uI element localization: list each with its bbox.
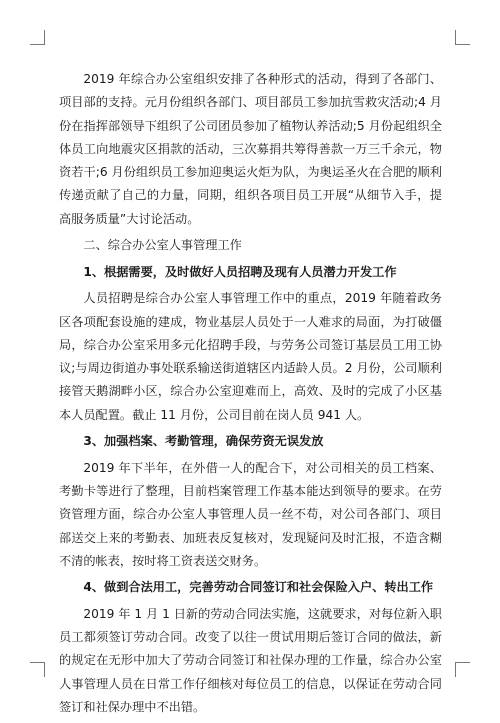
paragraph-recruitment: 人员招聘是综合办公室人事管理工作中的重点，2019 年随着政务区各项配套设施的建成，物业基层人员处于一人难求的局面，为打破僵局，综合办公室采用多元化招聘手段，与劳务公司签订基层员工用工协议;与周边街道办事处联系输送街道辖区内适龄人员。2 月份，公司顺利接管天鹅湖畔小区，综合办公室迎难而上，高效、及时的完成了小区基本人员配置。截止 11 月份，公司目前在岗人员 941 人。	[59, 291, 442, 422]
crop-mark-bottom-right	[455, 662, 470, 677]
section-heading-personnel: 二、综合办公室人事管理工作	[83, 238, 242, 253]
paragraph-labor-contracts: 2019 年 1 月 1 日新的劳动合同法实施，这就要求，对每位新入职员工都须签订劳动合同。改变了以往一贯试用期后签订合同的做法，新的规定在无形中加大了劳动合同签订和社保办理的工作量，综合办公室人事管理人员在日常工作仔细核对每位员工的信息，以保证在劳动合同签订和社保办理中不出错。	[59, 606, 442, 715]
paragraph-archives-attendance: 2019 年下半年，在外借一人的配合下，对公司相关的员工档案、考勤卡等进行了整理，目前档案管理工作基本能达到领导的要求。在劳资管理方面，综合办公室人事管理人员一丝不苟，对公司各部门、项目部送交上来的考勤表、加班表反复核对，发现疑问及时汇报，不造含糊不清的帐表，按时将工资表送交财务。	[59, 460, 442, 568]
crop-mark-top-right	[455, 30, 470, 45]
subheading-archives-attendance: 3、加强档案、考勤管理，确保劳资无误发放	[83, 434, 324, 449]
crop-mark-bottom-left	[30, 662, 45, 677]
subheading-recruitment: 1、根据需要，及时做好人员招聘及现有人员潜力开发工作	[83, 264, 397, 279]
document-body	[59, 68, 442, 723]
crop-mark-top-left	[30, 30, 45, 45]
subheading-labor-contracts: 4、做到合法用工，完善劳动合同签订和社会保险入户、转出工作	[83, 580, 434, 595]
paragraph-activities: 2019 年综合办公室组织安排了各种形式的活动，得到了各部门、项目部的支持。元月份组织各部门、项目部员工参加抗雪救灾活动;4 月份在指挥部领导下组织了公司团员参加了植物认养活动;5 月份起组织全体员工向地震灾区捐款的活动，三次募捐共筹得善款一万三千余元，物资若干;6 月份组织员工参加迎奥运火炬为队，为奥运圣火在合肥的顺利传递贡献了自己的力量，同期，组织各项目员工开展“从细节入手，提高服务质量”大讨论活动。	[59, 72, 442, 226]
